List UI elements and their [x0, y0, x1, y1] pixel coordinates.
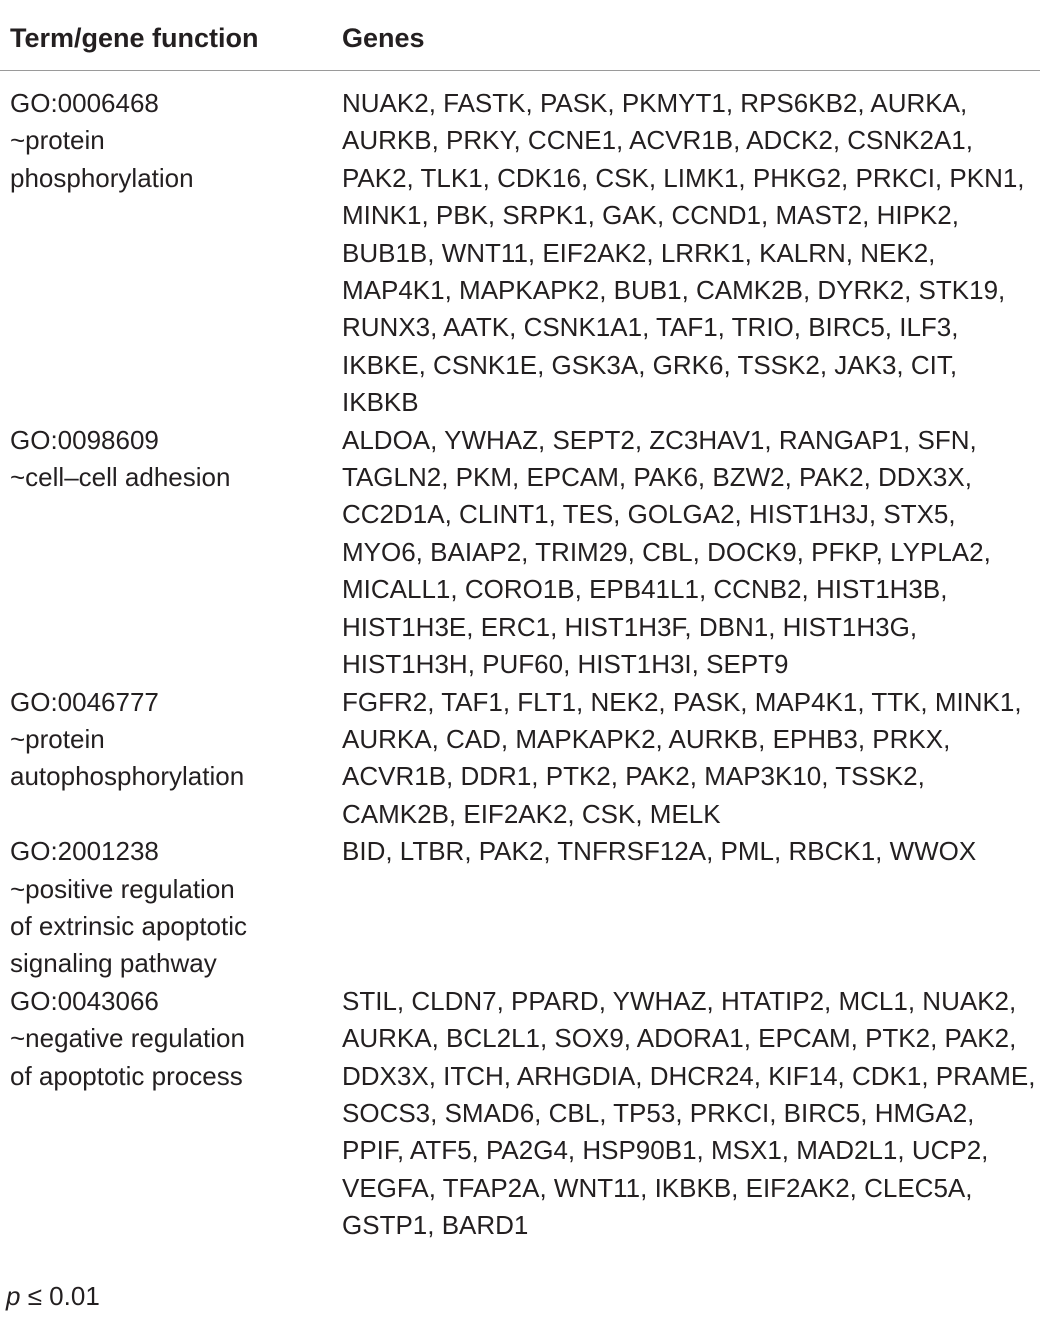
term-name: ~cell–cell adhesion — [10, 462, 231, 493]
gene-function-table — [0, 12, 1040, 1245]
term-cell — [0, 983, 330, 1245]
term-cell — [0, 833, 330, 983]
genes-cell: STIL, CLDN7, PPARD, YWHAZ, HTATIP2, MCL1, NUAK2, AURKA, BCL2L1, SOX9, ADORA1, EPCAM, PTK2, PAK2, DDX3X, ITCH, ARHGDIA, DHCR24, KIF14, CDK1, PRAME, SOCS3, SMAD6, CBL, TP53, PRKCI, BIRC5, HMGA2, PPIF, ATF5, PA2G4, HSP90B1, MSX1, MAD2L1, UCP2, VEGFA, TFAP2A, WNT11, IKBKB, EIF2AK2, CLEC5A, GSTP1, BARD1 — [342, 985, 1036, 1241]
term-id: GO:2001238 — [10, 836, 159, 867]
term-cell — [0, 71, 330, 422]
term-name: ~negative regulation of apoptotic process — [10, 1023, 245, 1091]
term-name: ~positive regulation of extrinsic apoptotic signaling pathway — [10, 873, 248, 979]
term-id: GO:0098609 — [10, 424, 159, 455]
term-id: GO:0006468 — [10, 88, 159, 118]
table-row — [0, 71, 1040, 422]
term-cell — [0, 422, 330, 684]
table-row — [0, 422, 1040, 684]
table-body — [0, 71, 1040, 1245]
genes-cell: BID, LTBR, PAK2, TNFRSF12A, PML, RBCK1, WWOX — [342, 836, 977, 867]
genes-cell: ALDOA, YWHAZ, SEPT2, ZC3HAV1, RANGAP1, SFN, TAGLN2, PKM, EPCAM, PAK6, BZW2, PAK2, DDX3X, CC2D1A, CLINT1, TES, GOLGA2, HIST1H3J, STX5, MYO6, BAIAP2, TRIM29, CBL, DOCK9, PFKP, LYPLA2, MICALL1, CORO1B, EPB41L1, CCNB2, HIST1H3B, HIST1H3E, ERC1, HIST1H3F, DBN1, HIST1H3G, HIST1H3H, PUF60, HIST1H3I, SEPT9 — [342, 424, 991, 680]
significance-footnote — [6, 1278, 100, 1315]
term-id: GO:0046777 — [10, 686, 159, 717]
genes-cell: FGFR2, TAF1, FLT1, NEK2, PASK, MAP4K1, TTK, MINK1, AURKA, CAD, MAPKAPK2, AURKB, EPHB3, PRKX, ACVR1B, DDR1, PTK2, PAK2, MAP3K10, TSSK2, CAMK2B, EIF2AK2, CSK, MELK — [342, 686, 1022, 829]
footnote-threshold: ≤ 0.01 — [20, 1281, 100, 1311]
table-row — [0, 684, 1040, 834]
table-row — [0, 833, 1040, 983]
header-term-gene-function: Term/gene function — [0, 12, 330, 71]
term-id: GO:0043066 — [10, 985, 159, 1016]
term-name: ~protein phosphorylation — [10, 125, 194, 193]
table-header — [0, 12, 1040, 71]
header-genes: Genes — [330, 12, 1040, 71]
footnote-p-symbol: p — [6, 1281, 21, 1311]
table-row — [0, 983, 1040, 1245]
gene-function-table-container — [0, 12, 1040, 1245]
term-cell — [0, 684, 330, 834]
header-row — [0, 12, 1040, 71]
genes-cell: NUAK2, FASTK, PASK, PKMYT1, RPS6KB2, AURKA, AURKB, PRKY, CCNE1, ACVR1B, ADCK2, CSNK2A1, PAK2, TLK1, CDK16, CSK, LIMK1, PHKG2, PRKCI, PKN1, MINK1, PBK, SRPK1, GAK, CCND1, MAST2, HIPK2, BUB1B, WNT11, EIF2AK2, LRRK1, KALRN, NEK2, MAP4K1, MAPKAPK2, BUB1, CAMK2B, DYRK2, STK19, RUNX3, AATK, CSNK1A1, TAF1, TRIO, BIRC5, ILF3, IKBKE, CSNK1E, GSK3A, GRK6, TSSK2, JAK3, CIT, IKBKB — [342, 88, 1025, 418]
term-name: ~protein autophosphorylation — [10, 723, 245, 792]
